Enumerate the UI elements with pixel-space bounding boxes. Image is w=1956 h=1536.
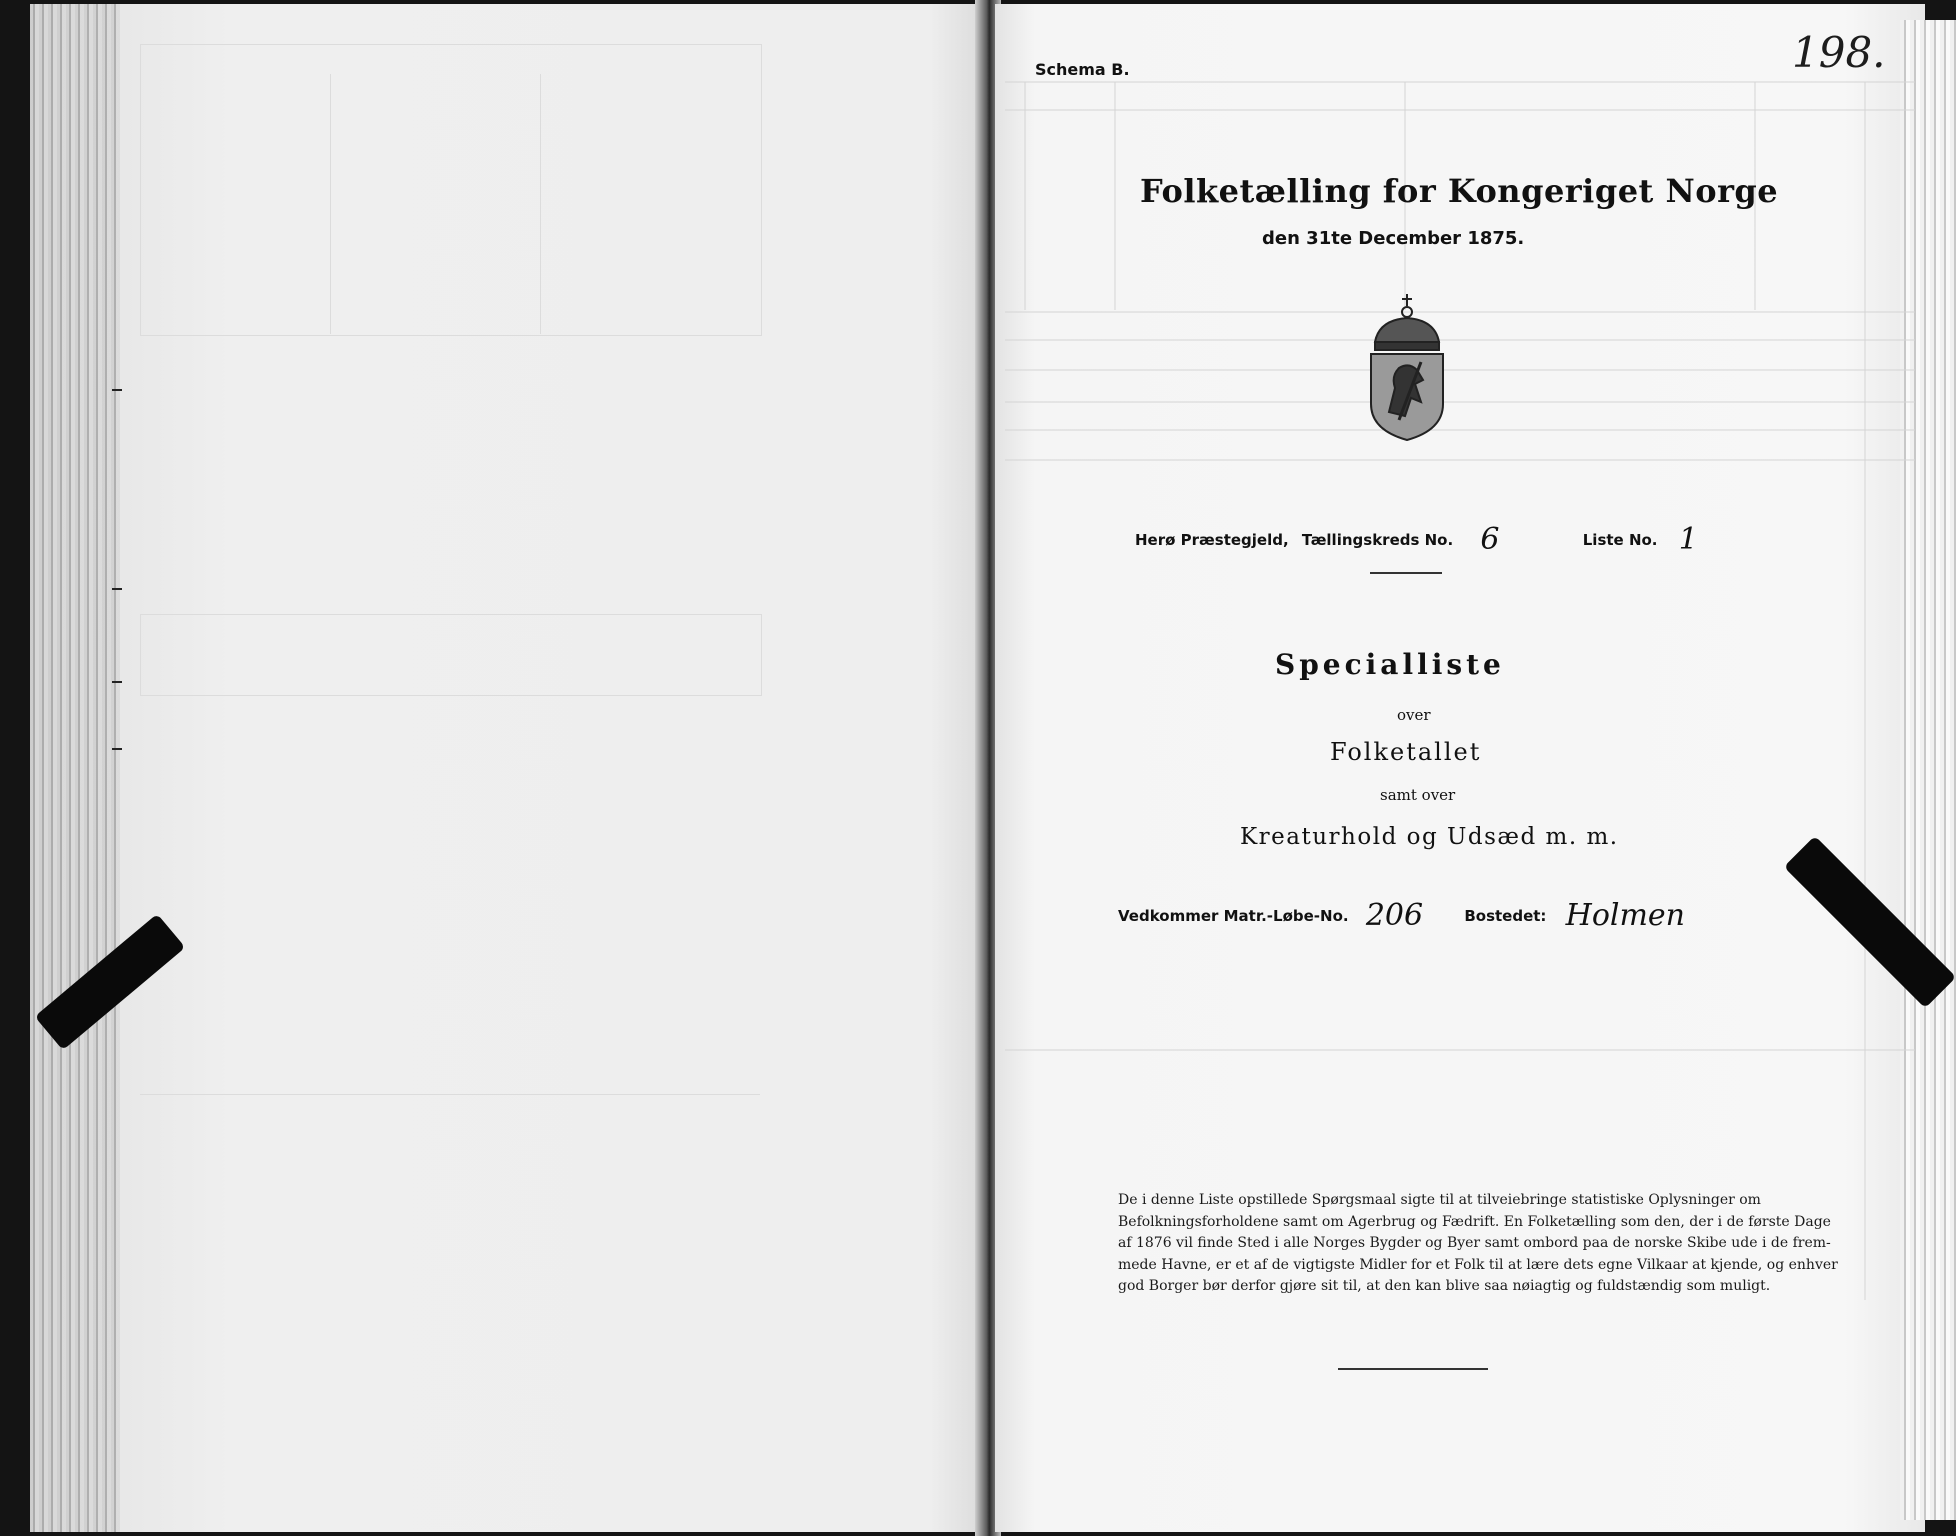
kreds-number: 6 (1480, 522, 1500, 557)
left-page (30, 4, 990, 1532)
liste-label: Liste No. (1582, 531, 1658, 549)
divider (1370, 572, 1442, 574)
paragraph-line: mede Havne, er et af de vigtigste Midler for et Folk til at lære dets egne Vilkaar at kjende, og enhver (1118, 1256, 1838, 1273)
bleed-through-table (140, 614, 762, 696)
paragraph-line: Befolkningsforholdene samt om Agerbrug og Fædrift. En Folketælling som den, der i de første Dage (1118, 1213, 1831, 1230)
norwegian-coat-of-arms-icon (1365, 292, 1449, 442)
bosted-label: Bostedet: (1464, 907, 1547, 925)
margin-tick (112, 681, 122, 683)
bleed-through-text-block (140, 1094, 760, 1215)
census-date: den 31te December 1875. (1262, 228, 1525, 249)
margin-tick (112, 389, 122, 391)
margin-tick (112, 588, 122, 590)
paragraph-line: god Borger bør derfor gjøre sit til, at den kan blive saa nøiagtig og fuldstændig som muligt. (1118, 1278, 1771, 1294)
bosted-value: Holmen (1565, 898, 1685, 933)
bleed-through-rule (330, 74, 331, 334)
schema-label: Schema B. (1035, 60, 1130, 79)
heading-connector: over (1397, 706, 1431, 724)
bleed-through-table (140, 44, 762, 336)
parish-label: Herø Præstegjeld, (1135, 531, 1289, 549)
intro-paragraph (1118, 1190, 1838, 1298)
kreds-label: Tællingskreds No. (1301, 531, 1454, 549)
matrikel-number: 206 (1365, 898, 1424, 933)
divider (1338, 1368, 1488, 1370)
bleed-through-rule (540, 74, 541, 334)
matrikel-label: Vedkommer Matr.-Løbe-No. (1118, 907, 1349, 925)
district-line (1135, 518, 1698, 557)
matrikel-line (1118, 894, 1685, 933)
subheading-population: Folketallet (1330, 738, 1482, 766)
page-edge-stack (30, 4, 120, 1532)
page-title: Folketælling for Kongeriget Norge (1140, 172, 1779, 210)
paragraph-line: De i denne Liste opstillede Spørgsmaal sigte til at tilveiebringe statistiske Oplysninger om (1118, 1192, 1761, 1208)
list-heading: Specialliste (1275, 648, 1505, 681)
page-number: 198. (1792, 28, 1886, 77)
heading-connector: samt over (1380, 786, 1456, 804)
paragraph-line: af 1876 vil finde Sted i alle Norges Bygder og Byer samt ombord paa de norske Skibe ude i de frem- (1118, 1235, 1831, 1251)
subheading-livestock: Kreaturhold og Udsæd m. m. (1240, 824, 1619, 850)
margin-tick (112, 748, 122, 750)
liste-number: 1 (1678, 522, 1698, 557)
